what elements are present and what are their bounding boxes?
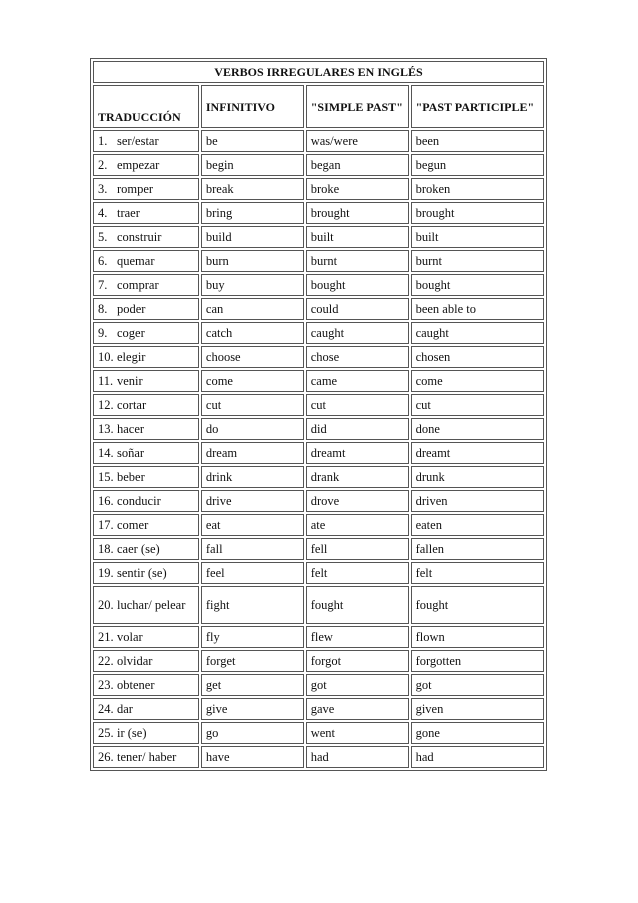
traduccion-text: cortar xyxy=(117,398,147,412)
row-number: 2. xyxy=(98,158,108,172)
traduccion-text: poder xyxy=(117,302,146,316)
cell-simple-past: drank xyxy=(306,466,409,488)
table-title: VERBOS IRREGULARES EN INGLÉS xyxy=(93,61,544,83)
cell-simple-past: fought xyxy=(306,586,409,624)
cell-simple-past: fell xyxy=(306,538,409,560)
traduccion-text: comer xyxy=(117,518,149,532)
cell-traduccion xyxy=(93,130,199,152)
cell-infinitivo: fight xyxy=(201,586,304,624)
cell-traduccion xyxy=(93,586,199,624)
cell-traduccion xyxy=(93,538,199,560)
cell-simple-past: forgot xyxy=(306,650,409,672)
cell-simple-past: broke xyxy=(306,178,409,200)
cell-simple-past: came xyxy=(306,370,409,392)
traduccion-text: construir xyxy=(117,230,162,244)
cell-infinitivo: fall xyxy=(201,538,304,560)
cell-past-participle: chosen xyxy=(411,346,544,368)
cell-traduccion xyxy=(93,674,199,696)
cell-past-participle: eaten xyxy=(411,514,544,536)
header-infinitivo: INFINITIVO xyxy=(201,85,304,128)
table-row xyxy=(93,346,544,368)
cell-infinitivo: burn xyxy=(201,250,304,272)
row-number: 12. xyxy=(98,398,114,412)
table-row xyxy=(93,370,544,392)
traduccion-text: obtener xyxy=(117,678,155,692)
row-number: 18. xyxy=(98,542,114,556)
cell-simple-past: got xyxy=(306,674,409,696)
cell-infinitivo: dream xyxy=(201,442,304,464)
row-number: 25. xyxy=(98,726,114,740)
row-number: 13. xyxy=(98,422,114,436)
table-body xyxy=(93,61,544,768)
row-number: 23. xyxy=(98,678,114,692)
row-number: 9. xyxy=(98,326,108,340)
row-number: 15. xyxy=(98,470,114,484)
cell-simple-past: burnt xyxy=(306,250,409,272)
traduccion-text: empezar xyxy=(117,158,160,172)
cell-past-participle: gone xyxy=(411,722,544,744)
row-number: 4. xyxy=(98,206,108,220)
cell-past-participle: had xyxy=(411,746,544,768)
table-row xyxy=(93,442,544,464)
row-number: 8. xyxy=(98,302,108,316)
cell-infinitivo: get xyxy=(201,674,304,696)
traduccion-text: volar xyxy=(117,630,143,644)
table-row xyxy=(93,626,544,648)
cell-traduccion xyxy=(93,322,199,344)
cell-past-participle: fought xyxy=(411,586,544,624)
cell-simple-past: caught xyxy=(306,322,409,344)
cell-past-participle: begun xyxy=(411,154,544,176)
cell-traduccion xyxy=(93,370,199,392)
cell-simple-past: chose xyxy=(306,346,409,368)
row-number: 20. xyxy=(98,597,114,612)
cell-past-participle: flown xyxy=(411,626,544,648)
cell-infinitivo: catch xyxy=(201,322,304,344)
row-number: 6. xyxy=(98,254,108,268)
cell-past-participle: brought xyxy=(411,202,544,224)
cell-traduccion xyxy=(93,202,199,224)
row-number: 26. xyxy=(98,750,114,764)
cell-simple-past: brought xyxy=(306,202,409,224)
traduccion-text: soñar xyxy=(117,446,145,460)
cell-infinitivo: forget xyxy=(201,650,304,672)
cell-past-participle: bought xyxy=(411,274,544,296)
row-number: 24. xyxy=(98,702,114,716)
table-row xyxy=(93,202,544,224)
cell-past-participle: built xyxy=(411,226,544,248)
cell-past-participle: been able to xyxy=(411,298,544,320)
cell-past-participle: cut xyxy=(411,394,544,416)
table-row xyxy=(93,650,544,672)
table-row xyxy=(93,698,544,720)
table-row xyxy=(93,298,544,320)
cell-simple-past: could xyxy=(306,298,409,320)
traduccion-text: ir (se) xyxy=(117,726,147,740)
cell-past-participle: broken xyxy=(411,178,544,200)
table-row xyxy=(93,490,544,512)
cell-traduccion xyxy=(93,490,199,512)
table-row xyxy=(93,562,544,584)
cell-traduccion xyxy=(93,722,199,744)
cell-infinitivo: give xyxy=(201,698,304,720)
cell-simple-past: had xyxy=(306,746,409,768)
row-number: 1. xyxy=(98,134,108,148)
document-page xyxy=(90,58,547,771)
traduccion-text: quemar xyxy=(117,254,155,268)
table-row xyxy=(93,514,544,536)
cell-traduccion xyxy=(93,442,199,464)
header-past-participle: "PAST PARTICIPLE" xyxy=(411,85,544,128)
traduccion-text: dar xyxy=(117,702,133,716)
traduccion-text: caer (se) xyxy=(117,542,160,556)
cell-traduccion xyxy=(93,178,199,200)
row-number: 16. xyxy=(98,494,114,508)
cell-simple-past: gave xyxy=(306,698,409,720)
cell-infinitivo: feel xyxy=(201,562,304,584)
row-number: 5. xyxy=(98,230,108,244)
cell-traduccion xyxy=(93,346,199,368)
cell-infinitivo: build xyxy=(201,226,304,248)
row-number: 11. xyxy=(98,374,114,388)
cell-traduccion xyxy=(93,514,199,536)
cell-infinitivo: go xyxy=(201,722,304,744)
cell-simple-past: bought xyxy=(306,274,409,296)
title-row xyxy=(93,61,544,83)
cell-simple-past: was/were xyxy=(306,130,409,152)
irregular-verbs-table xyxy=(90,58,547,771)
table-row xyxy=(93,586,544,624)
traduccion-text: conducir xyxy=(117,494,161,508)
traduccion-text: romper xyxy=(117,182,154,196)
cell-past-participle: given xyxy=(411,698,544,720)
header-row xyxy=(93,85,544,128)
cell-infinitivo: come xyxy=(201,370,304,392)
cell-simple-past: went xyxy=(306,722,409,744)
table-row xyxy=(93,178,544,200)
cell-simple-past: felt xyxy=(306,562,409,584)
cell-simple-past: did xyxy=(306,418,409,440)
header-traduccion: TRADUCCIÓN xyxy=(93,85,199,128)
cell-past-participle: been xyxy=(411,130,544,152)
traduccion-text: traer xyxy=(117,206,140,220)
cell-traduccion xyxy=(93,626,199,648)
cell-traduccion xyxy=(93,650,199,672)
cell-simple-past: began xyxy=(306,154,409,176)
row-number: 10. xyxy=(98,350,114,364)
cell-past-participle: burnt xyxy=(411,250,544,272)
cell-infinitivo: drink xyxy=(201,466,304,488)
traduccion-text: venir xyxy=(117,374,143,388)
cell-infinitivo: do xyxy=(201,418,304,440)
cell-traduccion xyxy=(93,466,199,488)
cell-infinitivo: bring xyxy=(201,202,304,224)
cell-infinitivo: buy xyxy=(201,274,304,296)
cell-traduccion xyxy=(93,746,199,768)
cell-traduccion xyxy=(93,418,199,440)
cell-past-participle: done xyxy=(411,418,544,440)
row-number: 21. xyxy=(98,630,114,644)
cell-traduccion xyxy=(93,154,199,176)
cell-traduccion xyxy=(93,562,199,584)
table-row xyxy=(93,538,544,560)
table-row xyxy=(93,418,544,440)
cell-past-participle: driven xyxy=(411,490,544,512)
traduccion-text: coger xyxy=(117,326,145,340)
table-row xyxy=(93,154,544,176)
cell-traduccion xyxy=(93,226,199,248)
cell-past-participle: forgotten xyxy=(411,650,544,672)
cell-traduccion xyxy=(93,298,199,320)
cell-infinitivo: begin xyxy=(201,154,304,176)
header-simple-past: "SIMPLE PAST" xyxy=(306,85,409,128)
cell-infinitivo: cut xyxy=(201,394,304,416)
traduccion-text: elegir xyxy=(117,350,146,364)
cell-simple-past: dreamt xyxy=(306,442,409,464)
cell-infinitivo: be xyxy=(201,130,304,152)
table-row xyxy=(93,250,544,272)
cell-past-participle: got xyxy=(411,674,544,696)
traduccion-text: hacer xyxy=(117,422,145,436)
cell-simple-past: cut xyxy=(306,394,409,416)
traduccion-text: olvidar xyxy=(117,654,153,668)
row-number: 14. xyxy=(98,446,114,460)
traduccion-text: luchar/ pelear xyxy=(117,597,186,612)
cell-infinitivo: choose xyxy=(201,346,304,368)
row-number: 3. xyxy=(98,182,108,196)
table-row xyxy=(93,674,544,696)
table-row xyxy=(93,394,544,416)
cell-infinitivo: drive xyxy=(201,490,304,512)
cell-infinitivo: fly xyxy=(201,626,304,648)
table-row xyxy=(93,322,544,344)
cell-traduccion xyxy=(93,394,199,416)
traduccion-text: tener/ haber xyxy=(117,750,177,764)
table-row xyxy=(93,226,544,248)
cell-traduccion xyxy=(93,698,199,720)
cell-simple-past: flew xyxy=(306,626,409,648)
cell-simple-past: ate xyxy=(306,514,409,536)
traduccion-text: ser/estar xyxy=(117,134,159,148)
traduccion-text: beber xyxy=(117,470,145,484)
cell-past-participle: drunk xyxy=(411,466,544,488)
cell-past-participle: fallen xyxy=(411,538,544,560)
cell-past-participle: dreamt xyxy=(411,442,544,464)
row-number: 19. xyxy=(98,566,114,580)
cell-past-participle: come xyxy=(411,370,544,392)
table-row xyxy=(93,130,544,152)
cell-simple-past: built xyxy=(306,226,409,248)
cell-traduccion xyxy=(93,274,199,296)
table-row xyxy=(93,746,544,768)
cell-simple-past: drove xyxy=(306,490,409,512)
cell-infinitivo: eat xyxy=(201,514,304,536)
table-row xyxy=(93,466,544,488)
cell-infinitivo: have xyxy=(201,746,304,768)
row-number: 17. xyxy=(98,518,114,532)
table-row xyxy=(93,722,544,744)
cell-past-participle: caught xyxy=(411,322,544,344)
cell-traduccion xyxy=(93,250,199,272)
traduccion-text: comprar xyxy=(117,278,159,292)
cell-infinitivo: can xyxy=(201,298,304,320)
row-number: 22. xyxy=(98,654,114,668)
cell-past-participle: felt xyxy=(411,562,544,584)
table-row xyxy=(93,274,544,296)
cell-infinitivo: break xyxy=(201,178,304,200)
traduccion-text: sentir (se) xyxy=(117,566,167,580)
row-number: 7. xyxy=(98,278,108,292)
